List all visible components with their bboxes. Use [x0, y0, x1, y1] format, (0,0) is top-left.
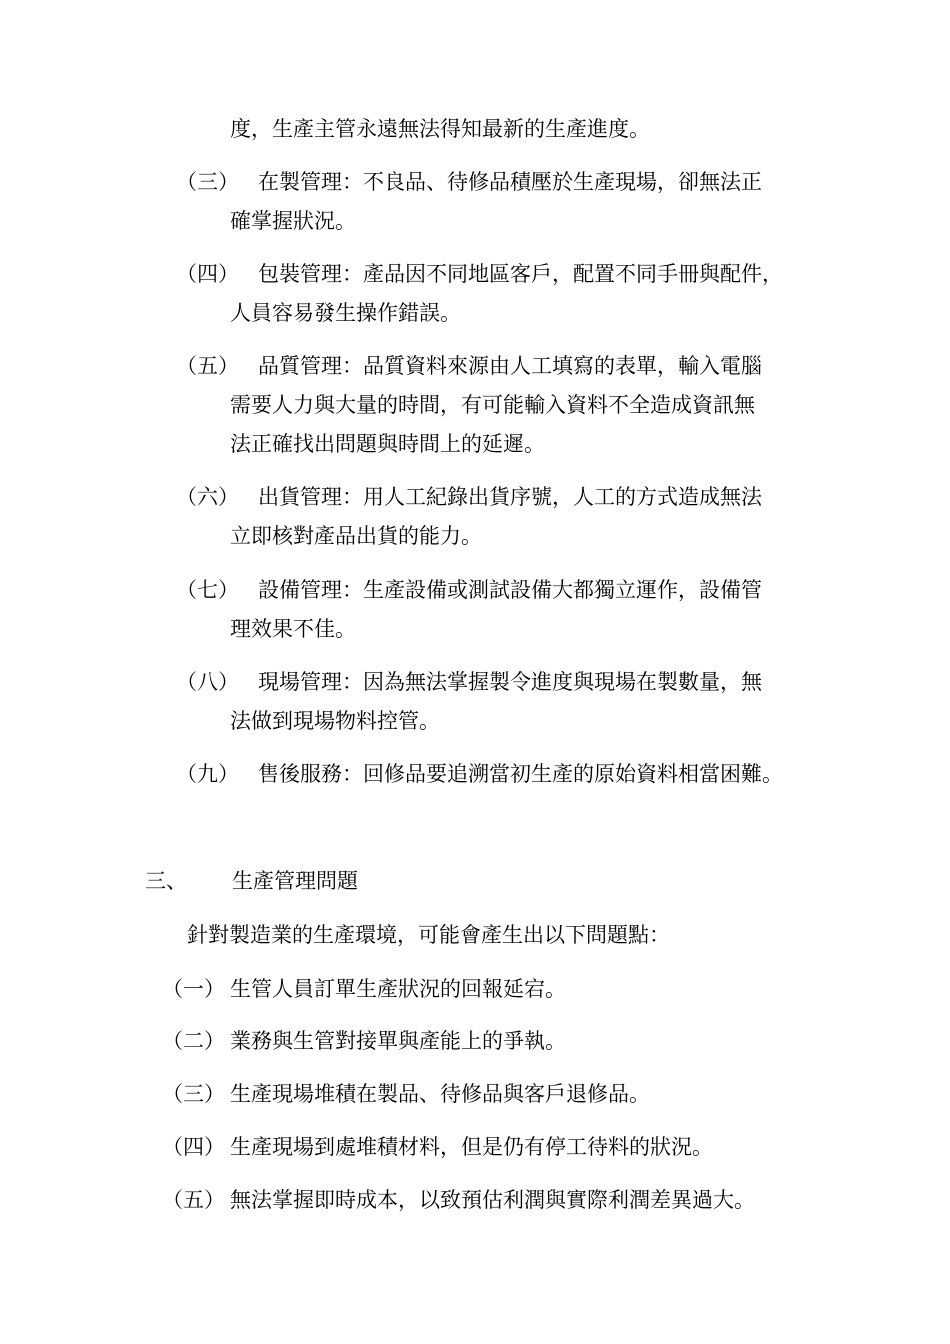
problem-text: 無法掌握即時成本，以致預估利潤與實際利潤差異過大。: [230, 1188, 755, 1212]
continuation-line: 度，生產主管永遠無法得知最新的生產進度。: [230, 117, 650, 141]
item-number: （四）: [176, 262, 239, 286]
problem-number: （二）: [162, 1029, 225, 1053]
item-text-line: 品質管理：品質資料來源由人工填寫的表單，輸入電腦: [258, 354, 762, 378]
problem-number: （五）: [162, 1188, 225, 1212]
item-number: （八）: [176, 670, 239, 694]
item-number: （九）: [176, 762, 239, 786]
item-number: （六）: [176, 485, 239, 509]
item-number: （三）: [176, 170, 239, 194]
item-number: （五）: [176, 354, 239, 378]
problem-text: 生產現場堆積在製品、待修品與客戶退修品。: [230, 1082, 650, 1106]
problem-text: 業務與生管對接單與產能上的爭執。: [230, 1029, 566, 1053]
item-text-line: 立即核對產品出貨的能力。: [230, 524, 482, 548]
item-text-line: 在製管理：不良品、待修品積壓於生產現場，卻無法正: [258, 170, 762, 194]
item-text-line: 需要人力與大量的時間，有可能輸入資料不全造成資訊無: [230, 393, 755, 417]
item-text-line: 人員容易發生操作錯誤。: [230, 301, 461, 325]
item-text-line: 確掌握狀況。: [230, 209, 356, 233]
item-text-line: 售後服務：回修品要追溯當初生產的原始資料相當困難。: [258, 762, 783, 786]
section-number: 三、: [145, 869, 187, 893]
item-text-line: 包裝管理：產品因不同地區客戶，配置不同手冊與配件，: [258, 262, 783, 286]
problem-text: 生產現場到處堆積材料，但是仍有停工待料的狀況。: [230, 1135, 713, 1159]
problem-number: （一）: [162, 977, 225, 1001]
item-text-line: 法做到現場物料控管。: [230, 709, 440, 733]
item-text-line: 法正確找出問題與時間上的延遲。: [230, 432, 545, 456]
problem-text: 生管人員訂單生產狀況的回報延宕。: [230, 977, 566, 1001]
item-number: （七）: [176, 578, 239, 602]
problem-number: （三）: [162, 1082, 225, 1106]
section-title: 生產管理問題: [232, 869, 358, 893]
item-text-line: 現場管理：因為無法掌握製令進度與現場在製數量，無: [258, 670, 762, 694]
item-text-line: 出貨管理：用人工紀錄出貨序號，人工的方式造成無法: [258, 485, 762, 509]
item-text-line: 理效果不佳。: [230, 617, 356, 641]
problem-number: （四）: [162, 1135, 225, 1159]
section-intro: 針對製造業的生產環境，可能會產生出以下問題點：: [187, 923, 670, 947]
item-text-line: 設備管理：生產設備或測試設備大都獨立運作，設備管: [258, 578, 762, 602]
